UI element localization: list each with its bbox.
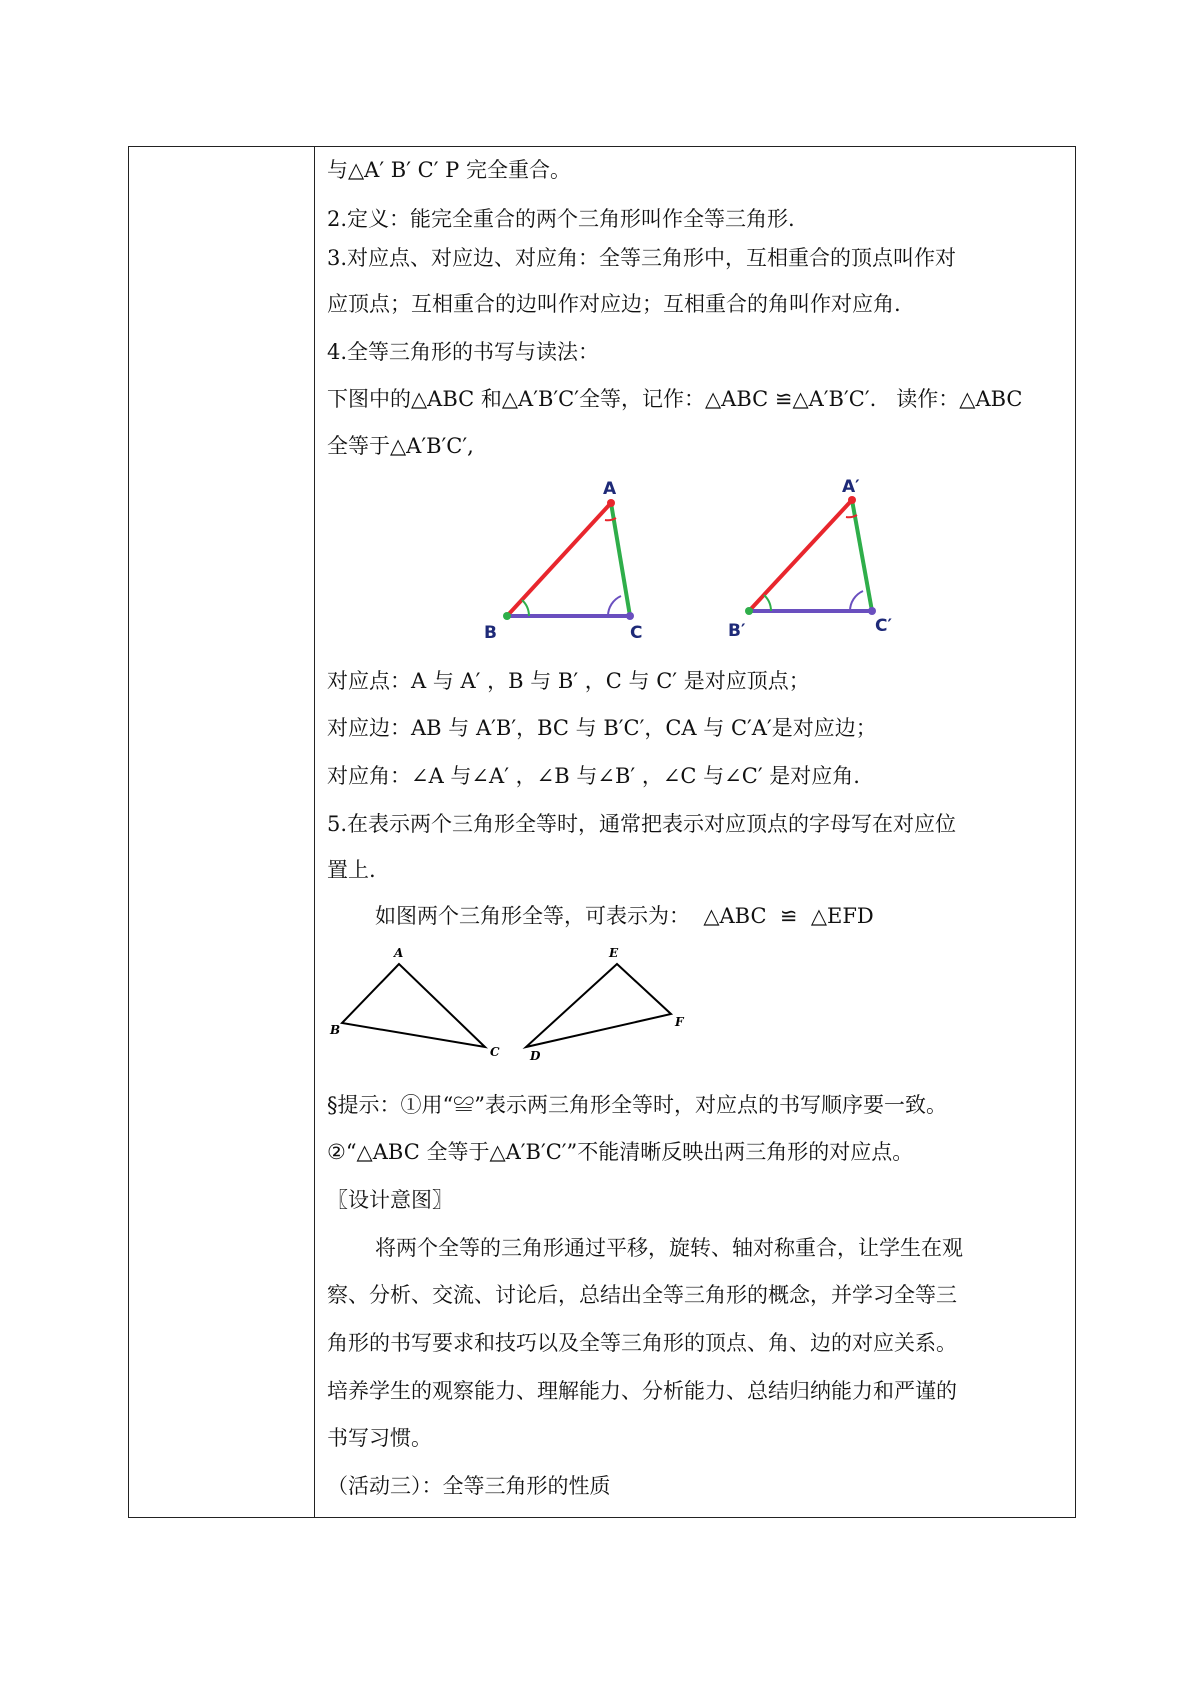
text-line: 对应边：AB 与 A′B′，BC 与 B′C′，CA 与 C′A′是对应边； <box>327 716 877 740</box>
triangle-abc-colored <box>484 479 642 643</box>
text-line: 4.全等三角形的书写与读法： <box>327 340 600 364</box>
vertex-label-a-prime: A′ <box>842 478 860 497</box>
text-line: §提示：①用“≌”表示两三角形全等时，对应点的书写顺序要一致。 <box>327 1093 947 1117</box>
text-line: 置上. <box>327 858 376 882</box>
text-line: 察、分析、交流、讨论后，总结出全等三角形的概念，并学习全等三 <box>327 1283 957 1307</box>
text-line: 2.定义：能完全重合的两个三角形叫作全等三角形. <box>327 207 795 231</box>
table-column-divider <box>314 146 315 1518</box>
triangle-abc-plain <box>329 946 500 1059</box>
text-line: 将两个全等的三角形通过平移，旋转、轴对称重合，让学生在观 <box>375 1236 963 1260</box>
text-line: 〖设计意图〗 <box>327 1188 453 1212</box>
triangle-figure-1 <box>470 478 910 648</box>
triangle-abc-prime-colored <box>728 478 892 641</box>
text-line: 5.在表示两个三角形全等时，通常把表示对应顶点的字母写在对应位 <box>327 812 957 836</box>
triangle-figure-2 <box>320 940 700 1065</box>
vertex-label-c-prime: C′ <box>875 616 892 636</box>
text-line: 培养学生的观察能力、理解能力、分析能力、总结归纳能力和严谨的 <box>327 1379 957 1403</box>
vertex-label-b-prime: B′ <box>728 621 746 641</box>
text-line: 3.对应点、对应边、对应角：全等三角形中，互相重合的顶点叫作对 <box>327 246 957 270</box>
text-line: 书写习惯。 <box>327 1426 432 1450</box>
text-line: ②“△ABC 全等于△A′B′C′”不能清晰反映出两三角形的对应点。 <box>327 1140 914 1164</box>
vertex-label-d: D <box>530 1049 541 1063</box>
vertex-label-b: B <box>484 623 497 643</box>
vertex-label-c: C <box>630 623 643 643</box>
vertex-label-c: C <box>490 1045 500 1059</box>
vertex-label-a: A <box>603 479 617 499</box>
text-line: 与△A′ B′ C′ P 完全重合。 <box>327 158 571 182</box>
text-line: 全等于△A′B′C′, <box>327 434 474 458</box>
text-line: 应顶点；互相重合的边叫作对应边；互相重合的角叫作对应角. <box>327 292 901 316</box>
text-line: 如图两个三角形全等，可表示为： △ABC ≌ △EFD <box>375 904 874 928</box>
triangle-efd-plain <box>526 946 685 1063</box>
vertex-label-a: A <box>394 946 404 960</box>
vertex-label-b: B <box>330 1023 341 1037</box>
text-line: 对应点：A 与 A′ ，B 与 B′ ，C 与 C′ 是对应顶点； <box>327 669 810 693</box>
text-line: 角形的书写要求和技巧以及全等三角形的顶点、角、边的对应关系。 <box>327 1331 957 1355</box>
text-line: 下图中的△ABC 和△A′B′C′全等，记作：△ABC ≌△A′B′C′. 读作：△ABC <box>327 387 1023 411</box>
vertex-label-e: E <box>609 946 619 960</box>
text-line: 对应角：∠A 与∠A′ ，∠B 与∠B′ ，∠C 与∠C′ 是对应角. <box>327 764 860 788</box>
text-line: （活动三）：全等三角形的性质 <box>327 1474 611 1498</box>
vertex-label-f: F <box>675 1015 684 1029</box>
